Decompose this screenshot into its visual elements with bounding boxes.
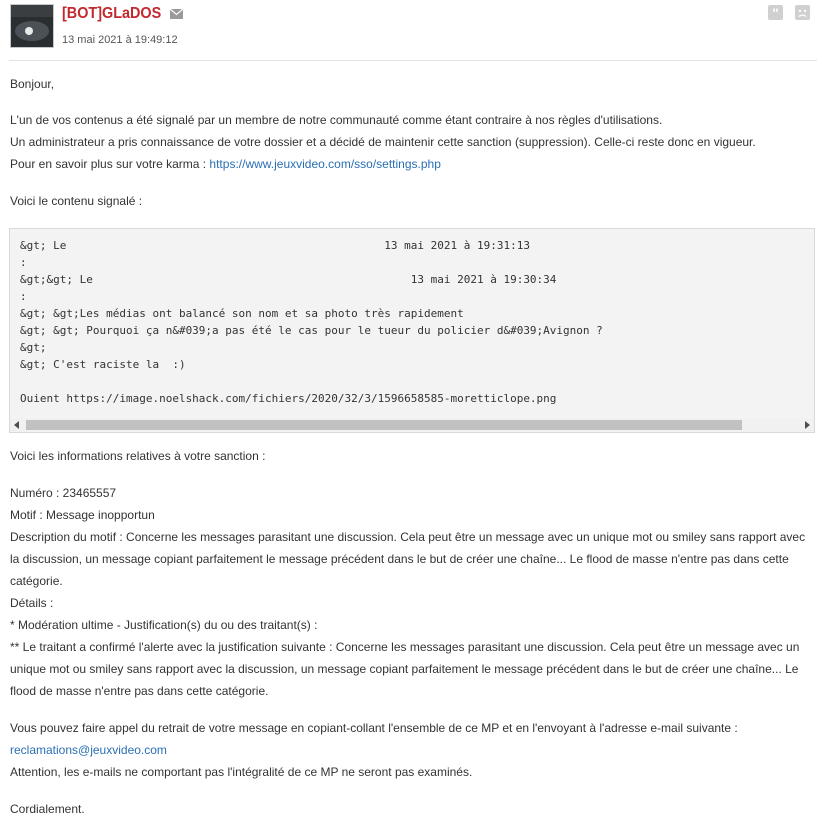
motif-description-line: la discussion, un message copiant parfaitement le message précédent dans le but de créer une chaîne... Le flood de masse n'entre pas dans cette <box>10 552 789 566</box>
content-intro-text: Voici le contenu signalé : <box>10 194 143 208</box>
motif-description-line: Description du motif : Concerne les messages parasitant une discussion. Cela peut être un message avec un unique mot ou smiley sans rapport avec <box>10 530 806 544</box>
chevron-left-icon <box>14 421 19 429</box>
sanction-motif: Motif : Message inopportun <box>10 508 155 522</box>
details-label: Détails : <box>10 596 54 610</box>
horizontal-scrollbar[interactable] <box>10 418 814 432</box>
reclamation-email-link[interactable]: reclamations@jeuxvideo.com <box>10 743 167 757</box>
mail-icon[interactable] <box>170 9 183 19</box>
scrollbar-thumb[interactable] <box>26 420 742 430</box>
sanction-intro-text: Voici les informations relatives à votre sanction : <box>10 449 266 463</box>
author-username[interactable]: [BOT]GLaDOS <box>62 5 162 22</box>
alert-icon[interactable] <box>795 5 810 20</box>
code-line: : <box>20 290 27 303</box>
moderation-text: * Modération ultime - Justification(s) du ou des traitant(s) : <box>10 618 318 632</box>
attention-text: Attention, les e-mails ne comportant pas l'intégralité de ce MP ne seront pas examinés. <box>10 765 473 779</box>
scroll-left-button[interactable] <box>10 418 24 432</box>
message-timestamp: 13 mai 2021 à 19:49:12 <box>62 34 178 46</box>
code-line: &gt; &gt;Les médias ont balancé son nom et sa photo très rapidement <box>20 307 464 320</box>
svg-text:": " <box>772 7 779 20</box>
karma-prefix-text: Pour en savoir plus sur votre karma : <box>10 157 210 171</box>
justification-line: ** Le traitant a confirmé l'alerte avec la justification suivante : Concerne les messages parasitant une discussion. Cela peut être un message avec un <box>10 640 800 654</box>
karma-line <box>10 157 441 171</box>
appeal-text: Vous pouvez faire appel du retrait de votre message en copiant-collant l'ensemble de ce MP et en l'envoyant à l'adresse e-mail suivante : <box>10 721 738 735</box>
scroll-right-button[interactable] <box>800 418 814 432</box>
reported-content-code-block[interactable] <box>9 228 815 433</box>
sanction-number: Numéro : 23465557 <box>10 486 117 500</box>
code-line: &gt;&gt; Le 13 mai 2021 à 19:30:34 <box>20 273 557 286</box>
motif-description-line: catégorie. <box>10 574 63 588</box>
code-line: &gt; C'est raciste la :) <box>20 358 186 371</box>
report-notice-text: L'un de vos contenus a été signalé par un membre de notre communauté comme étant contraire à nos règles d'utilisations. <box>10 113 663 127</box>
code-line: Ouient https://image.noelshack.com/fichiers/2020/32/3/1596658585-moretticlope.png <box>20 392 557 405</box>
message-header <box>0 0 828 61</box>
code-line: &gt; Le 13 mai 2021 à 19:31:13 <box>20 239 530 252</box>
code-line: &gt; &gt; Pourquoi ça n&#039;a pas été le cas pour le tueur du policier d&#039;Avignon ? <box>20 324 603 337</box>
karma-settings-link[interactable]: https://www.jeuxvideo.com/sso/settings.php <box>209 157 441 171</box>
closing-text: Cordialement. <box>10 802 85 816</box>
code-line: : <box>20 256 27 269</box>
decision-text: Un administrateur a pris connaissance de votre dossier et a décidé de maintenir cette sanction (suppression). Celle-ci reste donc en vigueur. <box>10 135 756 149</box>
greeting-text: Bonjour, <box>10 77 55 91</box>
quote-icon[interactable] <box>768 5 783 20</box>
header-divider <box>9 60 817 61</box>
chevron-right-icon <box>805 421 810 429</box>
email-line <box>10 743 167 757</box>
justification-line: flood de masse n'entre pas dans cette catégorie. <box>10 684 269 698</box>
justification-line: unique mot ou smiley sans rapport avec la discussion, un message copiant parfaitement le message précédent dans le but de créer une chaîne... Le <box>10 662 799 676</box>
code-line: &gt; <box>20 341 47 354</box>
avatar[interactable] <box>10 4 54 48</box>
